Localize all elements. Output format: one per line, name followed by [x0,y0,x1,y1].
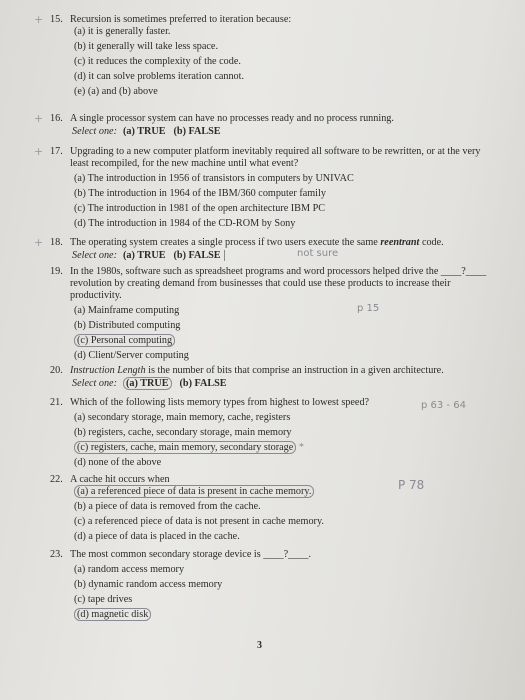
handwritten-note: p 63 - 64 [421,400,466,411]
question-18 [50,237,490,262]
question-number: 16. [50,113,63,124]
question-stem-emphasis: Instruction Length [70,365,146,376]
option-d: (d) The introduction in 1984 of the CD-ROM by Sony [74,218,296,229]
option-a: (a) The introduction in 1956 of transistors in computers by UNIVAC [74,173,354,184]
question-number: 19. [50,266,63,277]
question-stem: A cache hit occurs when [70,474,170,485]
option-c-circled: (c) registers, cache, main memory, secondary storage [74,441,296,454]
question-16 [50,113,490,138]
handwritten-note: P 78 [398,478,425,492]
question-stem: Upgrading to a new computer platform inevitably required all software to be rewritten, or at the very least recompiled, for the new machine until what event? [70,146,481,169]
check-mark-icon: + [34,236,44,249]
question-number: 21. [50,397,63,408]
question-stem: is the number of bits that comprise an instruction in a given architecture. [145,365,444,376]
option-c: (c) a referenced piece of data is not present in cache memory. [74,516,324,527]
option-a: (a) secondary storage, main memory, cache, registers [74,412,291,423]
check-mark-icon: + [34,13,44,26]
question-stem: The operating system creates a single process if two users execute the same [70,237,381,248]
question-stem: Which of the following lists memory types from highest to lowest speed? [70,397,370,408]
star-icon: * [298,442,304,453]
option-a: (a) it is generally faster. [74,26,171,37]
option-d-circled: (d) magnetic disk [74,608,151,621]
question-number: 23. [50,549,63,560]
question-stem: In the 1980s, software such as spreadsheet programs and word processors helped drive the ____?____ revolution by creating demand from businesses that could use these products to increase their productivity. [70,266,487,301]
option-c: (c) it reduces the complexity of the code. [74,56,241,67]
option-a-circled: (a) a referenced piece of data is present in cache memory. [74,485,314,498]
option-a: (a) random access memory [74,564,185,575]
option-a: (a) Mainframe computing [74,305,180,316]
check-mark-icon: + [34,112,44,125]
option-true: (a) TRUE [122,126,166,137]
option-false: (b) FALSE [173,126,221,137]
question-23 [50,549,490,621]
option-false: (b) FALSE [174,250,225,261]
question-stem: Recursion is sometimes preferred to iteration because: [70,14,292,25]
option-b: (b) The introduction in 1964 of the IBM/360 computer family [74,188,326,199]
question-number: 17. [50,146,63,157]
question-stem: The most common secondary storage device is ____?____. [70,549,312,560]
select-label: Select one: [72,250,117,261]
option-b: (b) dynamic random access memory [74,579,223,590]
question-19 [50,266,490,362]
question-number: 20. [50,365,63,376]
option-c-circled: (c) Personal computing [74,334,175,347]
question-20 [50,365,490,390]
option-b: (b) a piece of data is removed from the cache. [74,501,261,512]
option-d: (d) a piece of data is placed in the cache. [74,531,240,542]
option-true-circled: (a) TRUE [123,377,172,390]
page-number: 3 [257,640,262,651]
option-e: (e) (a) and (b) above [74,86,158,97]
option-c: (c) tape drives [74,594,133,605]
option-d: (d) none of the above [74,457,162,468]
question-stem: A single processor system can have no processes ready and no process running. [70,113,394,124]
handwritten-note: not sure [297,248,339,259]
question-stem-emphasis: reentrant [380,237,420,248]
question-number: 18. [50,237,63,248]
select-label: Select one: [72,378,117,389]
question-number: 15. [50,14,63,25]
option-d: (d) it can solve problems iteration cannot. [74,71,245,82]
question-stem-end: code. [419,237,444,248]
option-true: (a) TRUE [122,250,166,261]
question-number: 22. [50,474,63,485]
question-15 [50,14,490,98]
option-b: (b) registers, cache, secondary storage, main memory [74,427,292,438]
check-mark-icon: + [34,145,44,158]
option-c: (c) The introduction in 1981 of the open architecture IBM PC [74,203,326,214]
handwritten-note: p 15 [357,303,380,314]
option-b: (b) it generally will take less space. [74,41,218,52]
question-17 [50,146,490,230]
option-b: (b) Distributed computing [74,320,181,331]
option-false: (b) FALSE [179,378,227,389]
option-d: (d) Client/Server computing [74,350,189,361]
select-label: Select one: [72,126,117,137]
